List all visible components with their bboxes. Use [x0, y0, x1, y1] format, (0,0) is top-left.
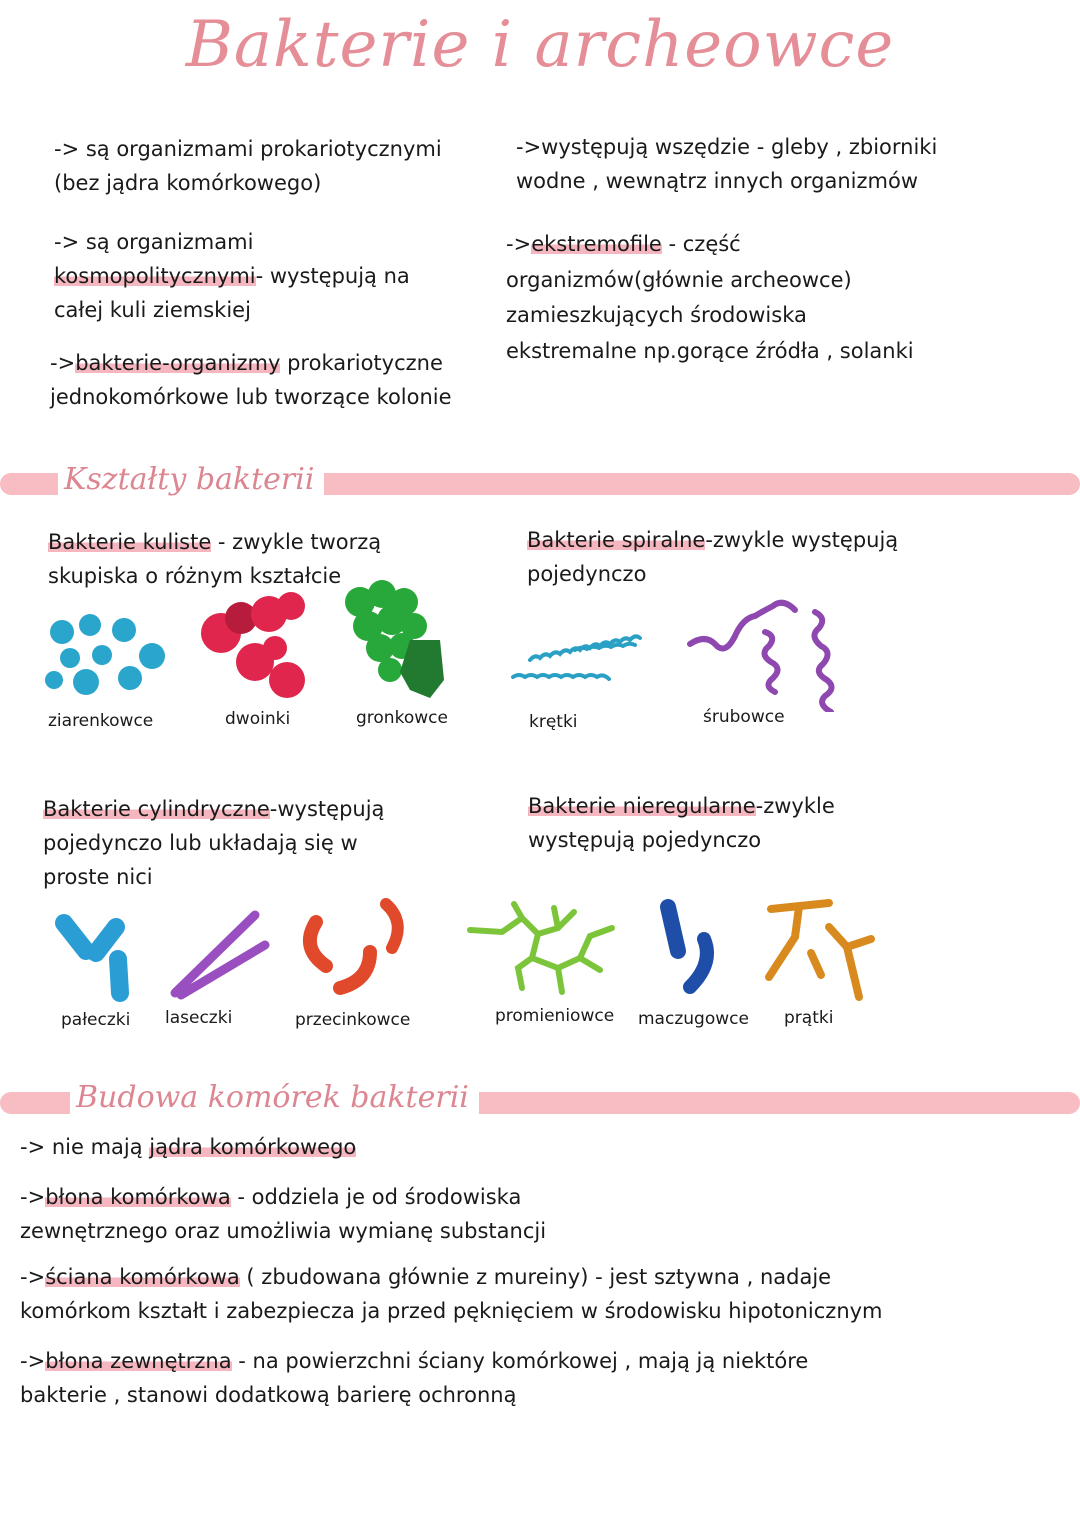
structure-point-2-line2: zewnętrznego oraz umożliwia wymianę substancji	[20, 1219, 547, 1243]
highlight-term: błona zewnętrzna	[45, 1349, 232, 1373]
shape-round-line2: skupiska o różnym kształcie	[48, 564, 342, 588]
label-pratki: prątki	[784, 1008, 834, 1028]
intro-left-1-line2: (bez jądra komórkowego)	[54, 171, 322, 195]
arrow-prefix: ->	[50, 351, 76, 375]
actinomycetes-illustration	[462, 898, 622, 1003]
intro-left-2-rest: - występują na	[255, 264, 410, 288]
label-dwoinki: dwoinki	[225, 709, 291, 729]
shape-irregular-line2: występują pojedynczo	[528, 828, 762, 852]
spirilla-illustration	[685, 572, 855, 712]
staphylococci-illustration	[340, 580, 450, 705]
intro-left-2-line3: całej kuli ziemskiej	[54, 298, 251, 322]
highlight-term: Bakterie kuliste	[48, 530, 212, 554]
intro-left-2	[54, 225, 410, 327]
intro-left-1	[54, 132, 442, 200]
arrow-prefix: ->	[20, 1185, 46, 1209]
intro-right-2-line3: zamieszkujących środowiska	[506, 303, 807, 327]
arrow-prefix: ->	[20, 1349, 46, 1373]
structure-point-2-rest: - oddziela je od środowiska	[230, 1185, 522, 1209]
intro-right-1	[516, 130, 937, 198]
highlight-term: jądra komórkowego	[149, 1135, 357, 1159]
structure-point-3-rest: ( zbudowana głównie z mureiny) - jest sztywna , nadaje	[239, 1265, 832, 1289]
intro-left-3	[50, 346, 452, 414]
shape-rod-line3: proste nici	[43, 865, 153, 889]
shape-rod-rest: -występują	[269, 797, 385, 821]
shape-round-description	[48, 525, 381, 593]
label-maczugowce: maczugowce	[638, 1009, 749, 1029]
highlight-term: Bakterie spiralne	[527, 528, 706, 552]
label-ziarenkowce: ziarenkowce	[48, 711, 154, 731]
spirochete-illustration	[505, 585, 665, 705]
structure-point-2	[20, 1180, 546, 1248]
shape-irregular-rest: -zwykle	[755, 794, 835, 818]
shape-irregular-description	[528, 789, 835, 857]
highlight-term: Bakterie cylindryczne	[43, 797, 270, 821]
shape-rod-description	[43, 792, 384, 894]
highlight-term: błona komórkowa	[45, 1185, 231, 1209]
label-promieniowce: promieniowce	[495, 1006, 615, 1026]
intro-left-3-rest: prokariotyczne	[280, 351, 443, 375]
highlight-term: bakterie-organizmy	[75, 351, 281, 375]
intro-right-1-line1: ->występują wszędzie - gleby , zbiorniki	[516, 135, 938, 159]
label-laseczki: laseczki	[165, 1008, 233, 1028]
cocci-illustration	[40, 600, 175, 700]
intro-left-3-line2: jednokomórkowe lub tworzące kolonie	[50, 385, 452, 409]
corynebacteria-illustration	[652, 895, 727, 995]
intro-left-2-line2	[54, 259, 410, 293]
intro-right-2-rest: - część	[661, 232, 741, 256]
structure-point-1	[20, 1130, 356, 1164]
structure-point-4-rest: - na powierzchni ściany komórkowej , mają ją niektóre	[231, 1349, 809, 1373]
structure-point-4-line2: bakterie , stanowi dodatkową barierę ochronną	[20, 1383, 517, 1407]
intro-right-2-line4: ekstremalne np.gorące źródła , solanki	[506, 338, 914, 363]
shape-spiral-line2: pojedynczo	[527, 562, 647, 586]
intro-left-3-line1	[50, 346, 452, 380]
bacillus-chains-illustration	[165, 905, 275, 1005]
arrow-prefix: ->	[506, 232, 532, 256]
arrow-prefix: ->	[20, 1265, 46, 1289]
structure-point-3	[20, 1260, 883, 1328]
bacilli-illustration	[50, 905, 140, 1005]
shape-rod-line2: pojedynczo lub układają się w	[43, 831, 358, 855]
vibrio-illustration	[290, 890, 420, 1005]
highlight-term: ekstremofile	[531, 232, 662, 256]
intro-left-1-line1: -> są organizmami prokariotycznymi	[54, 137, 442, 161]
label-srubowce: śrubowce	[703, 707, 785, 727]
mycobacteria-illustration	[755, 893, 880, 1003]
intro-right-2	[506, 227, 914, 369]
shape-round-rest: - zwykle tworzą	[211, 530, 382, 554]
section-heading-shapes: Kształty bakterii	[58, 462, 324, 497]
highlight-term: Bakterie nieregularne	[528, 794, 756, 818]
section-heading-structure: Budowa komórek bakterii	[70, 1080, 479, 1115]
intro-right-2-line1	[506, 227, 914, 263]
highlight-term: ściana komórkowa	[45, 1265, 240, 1289]
shape-spiral-rest: -zwykle występują	[705, 528, 899, 552]
structure-point-3-line2: komórkom kształt i zabezpiecza ja przed pęknięciem w środowisku hipotonicznym	[20, 1299, 883, 1323]
label-paleczki: pałeczki	[61, 1010, 131, 1030]
highlight-term: kosmopolitycznymi	[54, 264, 256, 288]
intro-right-2-line2: organizmów(głównie archeowce)	[506, 267, 852, 292]
label-gronkowce: gronkowce	[356, 708, 448, 728]
label-kretki: krętki	[529, 712, 578, 732]
arrow-prefix: -> nie mają	[20, 1135, 150, 1159]
intro-left-2-line1: -> są organizmami	[54, 230, 254, 254]
structure-point-4	[20, 1344, 808, 1412]
intro-right-1-line2: wodne , wewnątrz innych organizmów	[516, 169, 918, 193]
diplococci-illustration	[195, 588, 315, 703]
label-przecinkowce: przecinkowce	[295, 1010, 411, 1030]
page-title: Bakterie i archeowce	[185, 8, 895, 82]
